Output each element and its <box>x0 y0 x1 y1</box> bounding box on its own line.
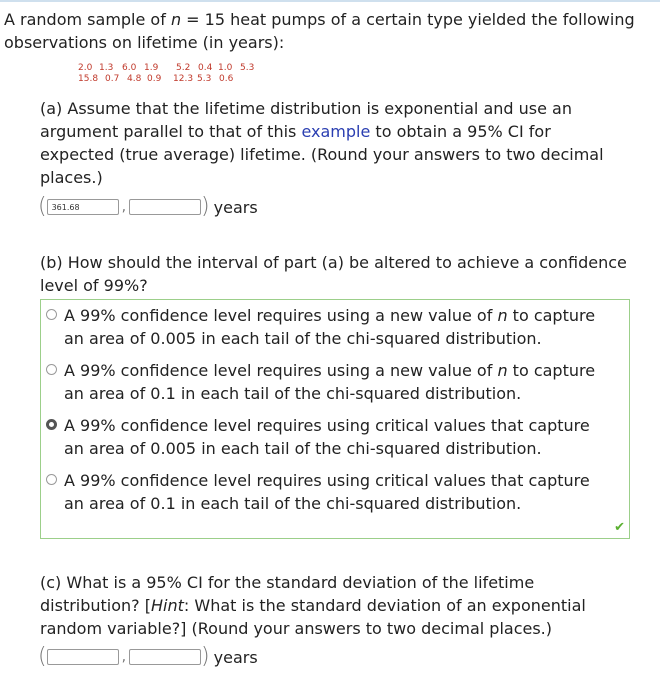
checkmark-icon: ✔ <box>614 520 625 535</box>
part-b-choices: A 99% confidence level requires using a new value of n to capture an area of 0.005 in each tail of the chi-squared distribution. A 99% confidence level requires using a new value of n to capture an area of 0.1 in each tail of the chi-squared distribution. A 99% confidence level requires using critical values that capture an area of 0.005 in each tail of the chi-squared distribution. A 99% confidence level requires using critical values that capture an area of 0.1 in each tail of the chi-squared distribution. ✔ <box>40 299 630 539</box>
part-a-question: (a) Assume that the lifetime distribution is exponential and use an argument parallel to that of this example to obtain a 95% CI for expected (true average) lifetime. (Round your answers to two decimal places.) <box>40 99 604 187</box>
radio-button[interactable] <box>46 474 57 485</box>
part-c-upper-input[interactable] <box>129 649 201 665</box>
part-a-upper-input[interactable] <box>129 199 201 215</box>
part-a-units: years <box>213 197 258 217</box>
comma: , <box>121 649 127 665</box>
part-a-answer-row <box>38 195 258 219</box>
example-link[interactable]: example <box>301 122 371 141</box>
part-c-question: (c) What is a 95% CI for the standard deviation of the lifetime distribution? [Hint: What is the standard deviation of an exponential random variable?] (Round your answers to two decimal places.) <box>40 573 586 638</box>
radio-button[interactable] <box>46 309 57 320</box>
observations-row-2: 15.8 0.7 4.8 0.9 12.3 5.3 0.6 <box>78 74 234 84</box>
close-paren: ) <box>201 194 210 219</box>
comma: , <box>121 199 127 215</box>
part-c-answer-row <box>38 645 258 669</box>
observations-table <box>78 63 254 85</box>
open-paren: ( <box>38 644 47 669</box>
close-paren: ) <box>201 644 210 669</box>
part-b-question: (b) How should the interval of part (a) be altered to achieve a confidence level of 99%? <box>40 253 627 295</box>
top-border <box>0 0 660 2</box>
problem-intro: A random sample of n = 15 heat pumps of a certain type yielded the following observations on lifetime (in years): <box>4 10 635 52</box>
open-paren: ( <box>38 194 47 219</box>
observations-row-1: 2.0 1.3 6.0 1.9 5.2 0.4 1.0 5.3 <box>78 63 255 73</box>
part-c-units: years <box>213 647 258 667</box>
part-c-lower-input[interactable] <box>47 649 119 665</box>
radio-button-selected[interactable] <box>46 419 57 430</box>
part-a-lower-input[interactable]: 361.68 <box>47 199 119 215</box>
radio-button[interactable] <box>46 364 57 375</box>
